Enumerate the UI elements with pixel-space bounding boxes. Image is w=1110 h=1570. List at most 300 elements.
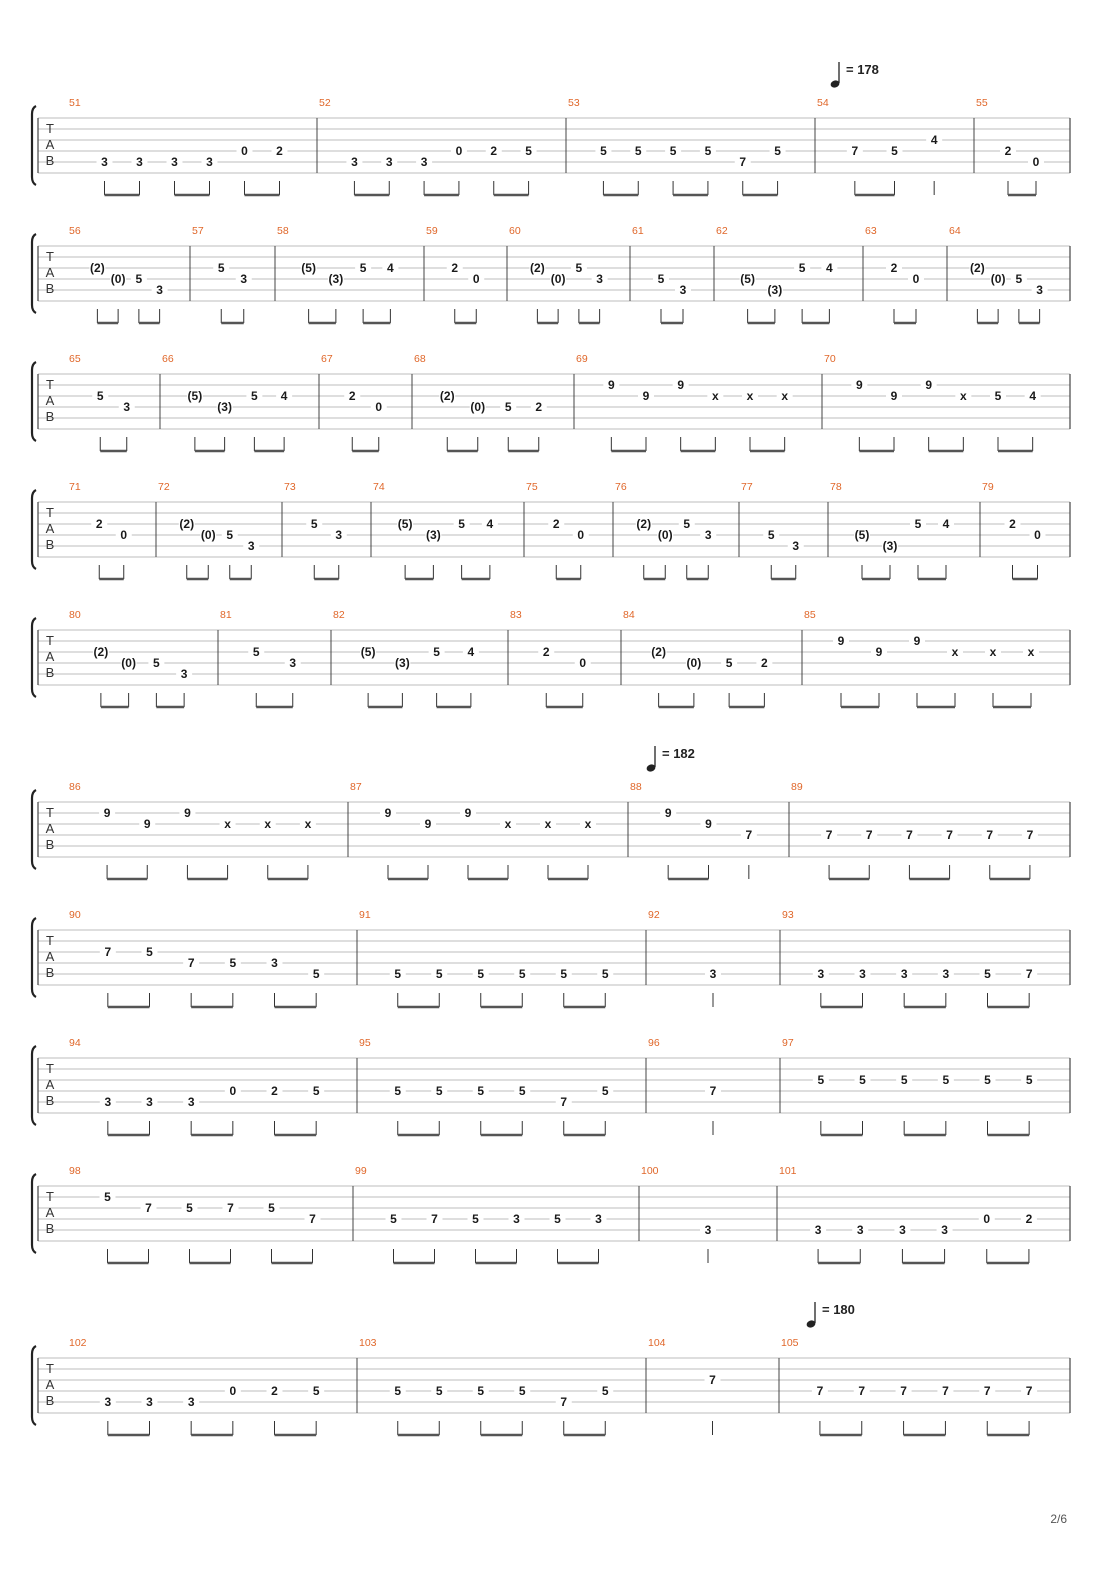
- fret-number: 0: [579, 656, 587, 670]
- fret-number: 0: [455, 144, 463, 158]
- tab-clef-letter: A: [45, 265, 55, 280]
- fret-number: 7: [986, 828, 994, 842]
- measure-number: 72: [158, 481, 170, 493]
- measure-number: 55: [976, 97, 988, 109]
- fret-number: 5: [900, 1073, 908, 1087]
- tab-clef-letter: T: [46, 933, 54, 948]
- fret-number: x: [989, 645, 997, 659]
- fret-number: 7: [145, 1201, 152, 1215]
- fret-number: 4: [467, 645, 475, 659]
- measure-number: 78: [830, 481, 842, 493]
- fret-number: (2): [179, 517, 195, 531]
- fret-number: 2: [761, 656, 768, 670]
- fret-number: 9: [890, 389, 898, 403]
- fret-number: 5: [942, 1073, 950, 1087]
- fret-number: 3: [101, 155, 108, 169]
- measure-number: 62: [716, 225, 728, 237]
- fret-number: x: [781, 389, 789, 403]
- fret-number: 5: [268, 1201, 275, 1215]
- fret-number: 0: [472, 272, 480, 286]
- fret-number: (0): [470, 400, 486, 414]
- fret-number: (0): [686, 656, 702, 670]
- fret-number: x: [304, 817, 312, 831]
- fret-number: 5: [600, 144, 607, 158]
- fret-number: 7: [816, 1384, 824, 1398]
- fret-number: 2: [542, 645, 550, 659]
- system-bracket: [32, 1346, 36, 1425]
- system-bracket: [32, 618, 36, 697]
- measure-number: 88: [630, 781, 642, 793]
- fret-number: 9: [103, 806, 111, 820]
- measure-number: 84: [623, 609, 635, 621]
- fret-number: 7: [560, 1095, 568, 1109]
- measure-number: 53: [568, 97, 580, 109]
- tab-system: [32, 781, 1070, 879]
- fret-number: x: [584, 817, 592, 831]
- fret-number: 3: [247, 539, 255, 553]
- fret-number: 5: [394, 1384, 402, 1398]
- fret-number: x: [711, 389, 719, 403]
- fret-number: (3): [882, 539, 898, 553]
- fret-number: 3: [900, 967, 908, 981]
- fret-number: (3): [217, 400, 232, 414]
- fret-number: 7: [431, 1212, 438, 1226]
- fret-number: 9: [143, 817, 151, 831]
- fret-number: 3: [187, 1395, 195, 1409]
- fret-number: 7: [983, 1384, 991, 1398]
- measure-number: 73: [284, 481, 296, 493]
- measure-number: 85: [804, 609, 816, 621]
- measure-number: 70: [824, 353, 836, 365]
- system-bracket: [32, 1046, 36, 1125]
- fret-number: 2: [490, 144, 498, 158]
- fret-number: 3: [180, 667, 188, 681]
- tab-clef-letter: B: [45, 281, 55, 296]
- tab-clef-letter: B: [45, 965, 55, 980]
- fret-number: 5: [984, 967, 991, 981]
- fret-number: 5: [96, 389, 104, 403]
- fret-number: 3: [899, 1223, 906, 1237]
- fret-number: (2): [636, 517, 652, 531]
- fret-number: 3: [595, 1212, 602, 1226]
- fret-number: 9: [705, 817, 712, 831]
- fret-number: 5: [525, 144, 532, 158]
- fret-number: 5: [798, 261, 806, 275]
- fret-number: 2: [1009, 517, 1016, 531]
- fret-number: 7: [1025, 1384, 1033, 1398]
- measure-number: 90: [69, 909, 81, 921]
- fret-number: 5: [575, 261, 583, 275]
- measure-number: 52: [319, 97, 331, 109]
- fret-number: 3: [792, 539, 800, 553]
- tab-clef-letter: T: [46, 121, 54, 136]
- fret-number: 3: [814, 1223, 822, 1237]
- fret-number: 7: [942, 1384, 949, 1398]
- fret-number: 3: [709, 967, 717, 981]
- tab-clef-letter: B: [45, 837, 55, 852]
- fret-number: 0: [241, 144, 248, 158]
- fret-number: 4: [1029, 389, 1037, 403]
- fret-number: 7: [1026, 828, 1034, 842]
- fret-number: 3: [817, 967, 825, 981]
- fret-number: x: [224, 817, 231, 831]
- measure-number: 63: [865, 225, 877, 237]
- tab-clef-letter: A: [45, 137, 55, 152]
- fret-number: 3: [104, 1395, 112, 1409]
- fret-number: (5): [740, 272, 755, 286]
- fret-number: 0: [912, 272, 920, 286]
- tab-clef-letter: A: [45, 1077, 55, 1092]
- fret-number: 5: [683, 517, 691, 531]
- fret-number: 5: [657, 272, 665, 286]
- measure-number: 71: [69, 481, 81, 493]
- fret-number: 3: [289, 656, 297, 670]
- tempo-label: = 178: [846, 62, 879, 77]
- tab-clef-letter: B: [45, 153, 55, 168]
- measure-number: 96: [648, 1037, 660, 1049]
- fret-number: (0): [550, 272, 566, 286]
- fret-number: x: [1027, 645, 1035, 659]
- fret-number: 4: [387, 261, 394, 275]
- tempo-mark: [830, 62, 879, 89]
- fret-number: 5: [554, 1212, 561, 1226]
- measure-number: 75: [526, 481, 538, 493]
- fret-number: 5: [312, 1384, 320, 1398]
- fret-number: 5: [518, 967, 526, 981]
- tab-clef-letter: T: [46, 377, 54, 392]
- fret-number: 9: [875, 645, 883, 659]
- measure-number: 103: [359, 1337, 377, 1349]
- measure-number: 92: [648, 909, 660, 921]
- tab-system: [32, 353, 1070, 451]
- tab-system: [32, 909, 1070, 1007]
- fret-number: x: [951, 645, 959, 659]
- fret-number: 9: [464, 806, 472, 820]
- fret-number: 7: [709, 1373, 716, 1387]
- fret-number: 7: [858, 1384, 866, 1398]
- measure-number: 69: [576, 353, 588, 365]
- fret-number: 5: [310, 517, 318, 531]
- fret-number: 3: [704, 528, 712, 542]
- fret-number: 2: [1004, 144, 1012, 158]
- fret-number: (2): [970, 261, 985, 275]
- fret-number: (3): [395, 656, 410, 670]
- fret-number: 5: [153, 656, 160, 670]
- fret-number: 9: [837, 634, 845, 648]
- measure-number: 89: [791, 781, 803, 793]
- fret-number: 9: [925, 378, 933, 392]
- fret-number: 7: [900, 1384, 907, 1398]
- tab-system: [32, 481, 1070, 579]
- fret-number: 3: [856, 1223, 864, 1237]
- fret-number: x: [264, 817, 272, 831]
- tab-system: [32, 97, 1070, 195]
- fret-number: 5: [186, 1201, 193, 1215]
- measure-number: 76: [615, 481, 627, 493]
- measure-number: 87: [350, 781, 362, 793]
- measure-number: 91: [359, 909, 371, 921]
- fret-number: 7: [104, 945, 112, 959]
- measure-number: 68: [414, 353, 426, 365]
- fret-number: 5: [767, 528, 775, 542]
- fret-number: 4: [280, 389, 288, 403]
- fret-number: 4: [486, 517, 494, 531]
- fret-number: (5): [360, 645, 376, 659]
- fret-number: 5: [774, 144, 781, 158]
- tab-system: [32, 1337, 1070, 1435]
- fret-number: 4: [826, 261, 833, 275]
- fret-number: 7: [739, 155, 747, 169]
- system-bracket: [32, 490, 36, 569]
- fret-number: 7: [906, 828, 913, 842]
- measure-number: 57: [192, 225, 204, 237]
- measure-number: 86: [69, 781, 81, 793]
- measure-number: 99: [355, 1165, 367, 1177]
- tab-clef-letter: B: [45, 1393, 55, 1408]
- measure-number: 100: [641, 1165, 659, 1177]
- tab-system: [32, 1037, 1070, 1135]
- fret-number: 3: [420, 155, 428, 169]
- fret-number: (3): [426, 528, 441, 542]
- fret-number: 0: [229, 1384, 237, 1398]
- fret-number: 5: [252, 645, 260, 659]
- tab-clef-letter: T: [46, 505, 54, 520]
- fret-number: 7: [560, 1395, 568, 1409]
- fret-number: 3: [123, 400, 131, 414]
- measure-number: 64: [949, 225, 961, 237]
- fret-number: 5: [226, 528, 234, 542]
- fret-number: x: [959, 389, 967, 403]
- measure-number: 101: [779, 1165, 797, 1177]
- fret-number: (3): [328, 272, 344, 286]
- fret-number: 5: [251, 389, 258, 403]
- fret-number: 5: [435, 1384, 443, 1398]
- fret-number: 5: [601, 1084, 609, 1098]
- tab-clef-letter: B: [45, 665, 55, 680]
- fret-number: (2): [93, 645, 109, 659]
- fret-number: 7: [851, 144, 859, 158]
- tab-system: [32, 1165, 1070, 1263]
- fret-number: (5): [397, 517, 413, 531]
- tab-clef-letter: T: [46, 633, 54, 648]
- fret-number: 5: [994, 389, 1002, 403]
- tab-system: [32, 609, 1070, 707]
- fret-number: 3: [1036, 283, 1043, 297]
- fret-number: 9: [424, 817, 432, 831]
- fret-number: 5: [634, 144, 642, 158]
- fret-number: 4: [930, 133, 938, 147]
- measure-number: 77: [741, 481, 753, 493]
- measure-number: 56: [69, 225, 81, 237]
- fret-number: 9: [677, 378, 685, 392]
- measure-number: 58: [277, 225, 289, 237]
- fret-number: 0: [983, 1212, 991, 1226]
- fret-number: 5: [1025, 1073, 1033, 1087]
- tempo-mark: [806, 1302, 855, 1329]
- fret-number: 5: [390, 1212, 397, 1226]
- fret-number: 3: [156, 283, 163, 297]
- fret-number: 3: [171, 155, 178, 169]
- fret-number: 5: [518, 1084, 526, 1098]
- measure-number: 66: [162, 353, 174, 365]
- fret-number: 5: [435, 967, 443, 981]
- fret-number: (0): [110, 272, 126, 286]
- fret-number: 5: [518, 1384, 526, 1398]
- fret-number: (5): [301, 261, 316, 275]
- fret-number: (0): [990, 272, 1006, 286]
- fret-number: 5: [817, 1073, 825, 1087]
- fret-number: 3: [859, 967, 866, 981]
- fret-number: 7: [227, 1201, 234, 1215]
- system-bracket: [32, 1174, 36, 1253]
- fret-number: 3: [146, 1095, 153, 1109]
- fret-number: 3: [704, 1223, 712, 1237]
- fret-number: 0: [375, 400, 383, 414]
- fret-number: 3: [942, 967, 950, 981]
- fret-number: (0): [121, 656, 136, 670]
- measure-number: 60: [509, 225, 521, 237]
- fret-number: 0: [1034, 528, 1041, 542]
- fret-number: 3: [146, 1395, 153, 1409]
- fret-number: 9: [607, 378, 615, 392]
- page-number: 2/6: [1050, 1512, 1067, 1526]
- fret-number: 5: [146, 945, 153, 959]
- tab-clef-letter: A: [45, 1377, 55, 1392]
- tab-clef-letter: B: [45, 1093, 55, 1108]
- fret-number: 3: [941, 1223, 948, 1237]
- fret-number: 5: [984, 1073, 991, 1087]
- fret-number: 5: [458, 517, 465, 531]
- fret-number: 5: [433, 645, 440, 659]
- fret-number: 9: [642, 389, 650, 403]
- fret-number: (2): [651, 645, 666, 659]
- fret-number: 7: [309, 1212, 316, 1226]
- tab-clef-letter: T: [46, 805, 54, 820]
- fret-number: 3: [187, 1095, 195, 1109]
- fret-number: 7: [745, 828, 753, 842]
- fret-number: 9: [184, 806, 191, 820]
- fret-number: 7: [709, 1084, 717, 1098]
- measure-number: 95: [359, 1037, 371, 1049]
- fret-number: (2): [439, 389, 455, 403]
- measure-number: 61: [632, 225, 644, 237]
- fret-number: (2): [530, 261, 545, 275]
- fret-number: 5: [359, 261, 367, 275]
- fret-number: 3: [271, 956, 278, 970]
- fret-number: 9: [664, 806, 672, 820]
- system-bracket: [32, 918, 36, 997]
- fret-number: 0: [120, 528, 128, 542]
- fret-number: 5: [859, 1073, 866, 1087]
- fret-number: 2: [552, 517, 560, 531]
- fret-number: 3: [385, 155, 393, 169]
- tab-clef-letter: B: [45, 537, 55, 552]
- fret-number: 2: [1025, 1212, 1033, 1226]
- tempo-label: = 180: [822, 1302, 855, 1317]
- fret-number: 5: [472, 1212, 479, 1226]
- fret-number: 5: [1015, 272, 1023, 286]
- fret-number: 2: [271, 1384, 278, 1398]
- fret-number: 7: [946, 828, 953, 842]
- system-bracket: [32, 234, 36, 313]
- fret-number: 5: [312, 967, 320, 981]
- measure-number: 97: [782, 1037, 794, 1049]
- fret-number: 4: [942, 517, 950, 531]
- fret-number: x: [544, 817, 552, 831]
- fret-number: 5: [704, 144, 712, 158]
- measure-number: 102: [69, 1337, 87, 1349]
- measure-number: 59: [426, 225, 438, 237]
- fret-number: (0): [657, 528, 673, 542]
- fret-number: (2): [90, 261, 105, 275]
- tab-system: [32, 225, 1070, 323]
- fret-number: 7: [825, 828, 833, 842]
- fret-number: (5): [854, 528, 870, 542]
- fret-number: 7: [865, 828, 873, 842]
- fret-number: 9: [913, 634, 921, 648]
- fret-number: 3: [596, 272, 603, 286]
- fret-number: (5): [187, 389, 203, 403]
- fret-number: 5: [914, 517, 922, 531]
- fret-number: 5: [601, 1384, 609, 1398]
- fret-number: 2: [890, 261, 898, 275]
- fret-number: 0: [1032, 155, 1040, 169]
- fret-number: 5: [104, 1190, 111, 1204]
- fret-number: 5: [601, 967, 609, 981]
- tab-clef-letter: T: [46, 1061, 54, 1076]
- tab-clef-letter: A: [45, 521, 55, 536]
- fret-number: 5: [560, 967, 568, 981]
- fret-number: 7: [187, 956, 195, 970]
- fret-number: 2: [271, 1084, 278, 1098]
- tab-clef-letter: B: [45, 409, 55, 424]
- measure-number: 93: [782, 909, 794, 921]
- measure-number: 51: [69, 97, 81, 109]
- tempo-label: = 182: [662, 746, 695, 761]
- fret-number: 5: [477, 1384, 485, 1398]
- measure-number: 54: [817, 97, 829, 109]
- measure-number: 105: [781, 1337, 799, 1349]
- fret-number: 3: [104, 1095, 112, 1109]
- fret-number: 5: [477, 1084, 485, 1098]
- fret-number: 9: [384, 806, 392, 820]
- measure-number: 83: [510, 609, 522, 621]
- measure-number: 80: [69, 609, 81, 621]
- fret-number: 9: [855, 378, 863, 392]
- tab-clef-letter: B: [45, 1221, 55, 1236]
- fret-number: 5: [229, 956, 237, 970]
- fret-number: 3: [513, 1212, 520, 1226]
- fret-number: 3: [351, 155, 358, 169]
- fret-number: 0: [229, 1084, 237, 1098]
- fret-number: 2: [95, 517, 103, 531]
- tab-clef-letter: A: [45, 949, 55, 964]
- system-bracket: [32, 362, 36, 441]
- measure-number: 81: [220, 609, 232, 621]
- system-bracket: [32, 106, 36, 185]
- fret-number: 3: [240, 272, 248, 286]
- measure-number: 67: [321, 353, 333, 365]
- fret-number: 5: [217, 261, 225, 275]
- fret-number: 3: [679, 283, 687, 297]
- fret-number: 5: [135, 272, 143, 286]
- tempo-mark: [646, 746, 695, 773]
- fret-number: (3): [767, 283, 783, 297]
- measure-number: 98: [69, 1165, 81, 1177]
- tab-clef-letter: T: [46, 1361, 54, 1376]
- fret-number: 5: [394, 1084, 402, 1098]
- tab-clef-letter: T: [46, 249, 54, 264]
